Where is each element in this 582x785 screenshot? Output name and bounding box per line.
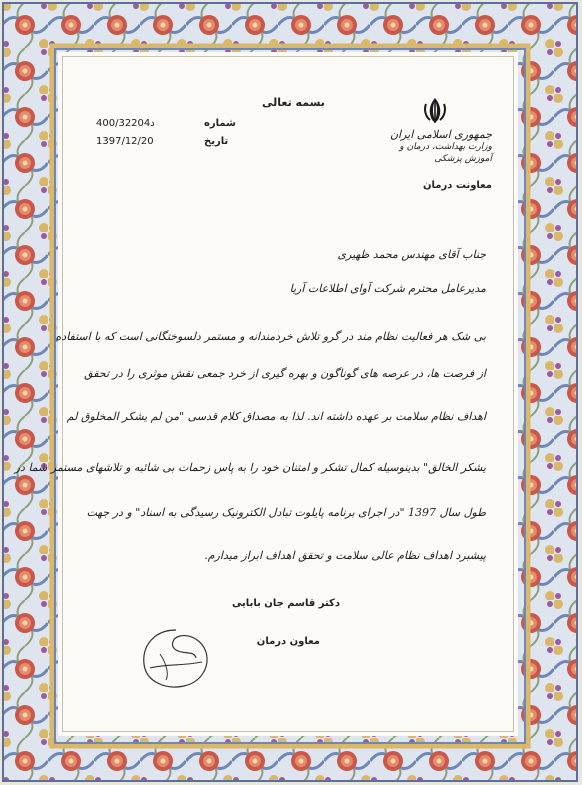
ministry-name: وزارت بهداشت، درمان و آموزش پزشکی [399,142,492,164]
number-label: شماره [204,118,236,129]
body-line: طول سال 1397 "در اجرای برنامه پایلوت تبادل الکترونیک رسیدگی به اسناد" و در جهت [86,506,486,519]
department-name: معاونت درمان [423,180,492,191]
signer-name: دکتر قاسم جان بابایی [231,598,340,609]
number-value: 400/32204د [96,118,155,129]
letter-meta [96,118,236,154]
body-line: یشکر الخالق" بدینوسیله کمال تشکر و امتنان خود را به پاس زحمات بی شائبه و تلاشهای مستمر شما در [14,461,486,474]
date-label: تاریخ [204,136,229,147]
date-value: 1397/12/20 [96,136,154,147]
recipient-title: مدیرعامل محترم شرکت آوای اطلاعات آریا [289,282,486,295]
signer-title: معاون درمان [256,636,320,647]
republic-name: جمهوری اسلامی ایران [389,128,492,141]
basmala: بسمه تعالی [262,96,325,109]
body-line: پیشبرد اهداف نظام عالی سلامت و تحقق اهداف ابراز میدارم. [204,549,486,562]
body-line: بی شک هر فعالیت نظام مند در گرو تلاش خردمندانه و مستمر دلسوختگانی است که با استفاده [55,330,486,343]
body-line: از فرصت ها، در عرصه های گوناگون و بهره گیری از خرد جمعی نقش موثری را در تحقق [84,367,486,380]
iran-emblem-icon [420,95,450,125]
handwritten-signature [136,624,216,696]
body-line: اهداف نظام سلامت بر عهده داشته اند. لذا به مصداق کلام قدسی "من لم یشکر المخلوق لم [66,410,486,423]
ministry-header [380,128,492,165]
salutation: جناب آقای مهندس محمد ظهیری [337,248,486,261]
